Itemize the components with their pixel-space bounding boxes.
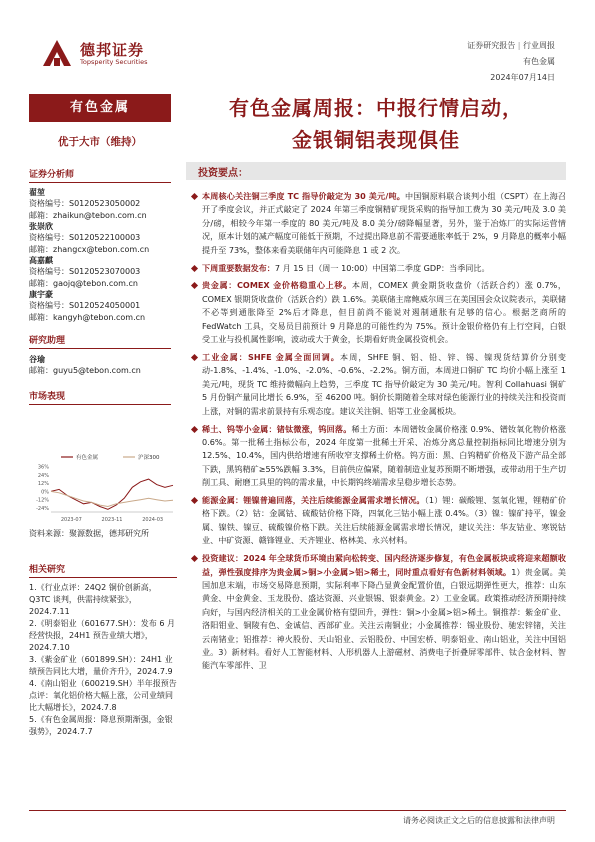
analyst bbox=[29, 289, 171, 323]
analyst bbox=[29, 255, 171, 289]
key-point-head: 本周核心关注铜三季度 TC 指导价敲定为 30 美元/吨。 bbox=[202, 191, 405, 201]
report-title-line: 有色金属周报：中报行情启动， bbox=[229, 96, 523, 120]
related-item[interactable]: 4.《南山铝业（600219.SH）半年报预告点评：氧化铝价格大幅上涨，公司业绩同比大幅增长》，2024.7.8 bbox=[29, 679, 177, 712]
bullet-icon bbox=[191, 282, 198, 289]
report-title-line: 金银铜铝表现俱佳 bbox=[292, 128, 460, 152]
key-point-body: 7 月 15 日（周一 10:00）中国第二季度 GDP：当季同比。 bbox=[274, 262, 490, 273]
market-performance-chart bbox=[29, 452, 177, 524]
brand-logo bbox=[40, 34, 210, 74]
bullet-icon bbox=[191, 555, 198, 562]
analyst-email[interactable]: 邮箱：kangyh@tebon.com.cn bbox=[29, 312, 146, 322]
legend-label: 有色金属 bbox=[76, 455, 99, 461]
market-title: 市场表现 bbox=[29, 389, 171, 405]
y-tick-label: 36% bbox=[37, 464, 49, 471]
bullet-icon bbox=[191, 497, 198, 504]
bullet-icon bbox=[191, 425, 198, 432]
key-point-body: 1）贵金属。美国加息末端，市场交易降息预期，实际利率下降凸显黄金配置价值，白银远期弹性更大，推荐：山东黄金、中金黄金、玉龙股份、盛达资源、兴业银锡、银泰黄金。2）工业金属。政策推动经济预期持续向好，与国内经济相关的工业金属价格有望回升，弹性：铜>小金属>铝>稀土。铜推荐：紫金矿业、洛阳钼业、铜陵有色、金诚信、西部矿业。关注云南铜业；小金属推荐：锡业股份、驰宏锌锗，关注云南锗业；铝推荐：神火股份、天山铝业、云铝股份、中国宏桥、明泰铝业、南山铝业，关注中国铝业。3）新材料。看好人工智能材料、人形机器人上游磁材、消费电子折叠屏零部件、钛合金材料、智能汽车零部件、卫 bbox=[202, 566, 566, 671]
x-tick-label: 2023-11 bbox=[101, 517, 123, 523]
key-point bbox=[186, 190, 566, 257]
analyst-email[interactable]: 邮箱：gaojq@tebon.com.cn bbox=[29, 278, 138, 288]
related-item[interactable]: 3.《紫金矿业（601899.SH）：24H1 业绩预告同比大增，量价齐升》，2024.7.9 bbox=[29, 655, 173, 676]
separator: | bbox=[517, 41, 521, 50]
chart-source: 资料来源：聚源数据，德邦研究所 bbox=[29, 529, 149, 538]
assistant-name: 谷瑜 bbox=[29, 355, 45, 364]
y-tick-label: -24% bbox=[36, 505, 49, 512]
key-point-head: 稀土、钨等小金属：锗钛微涨，钨回落。 bbox=[202, 423, 352, 434]
y-tick-label: 12% bbox=[37, 481, 49, 488]
analyst bbox=[29, 221, 171, 255]
brand-name: 德邦证券 bbox=[80, 41, 145, 59]
analyst-cert: 资格编号：S0120524050001 bbox=[29, 301, 141, 310]
report-date: 2024年07月14日 bbox=[490, 73, 555, 82]
footer-disclaimer: 请务必阅读正文之后的信息披露和法律声明 bbox=[403, 816, 555, 825]
related-research bbox=[29, 562, 177, 738]
related-item[interactable]: 1.《行业点评：24Q2 铜价创新高，Q3TC 谈判，供需持续紧张》，2024.7.11 bbox=[29, 583, 157, 616]
key-point-body: 本周，COMEX 黄金期货收盘价（活跃合约）涨 0.7%，COMEX 银期货收盘价（活跃合约）跌 1.6%。美联储主席鲍威尔周三在美国国会众议院表示，美联储不必等到通胀降至 2%后才降息，但目前尚不能说对遏制通胀有足够的信心。根据芝商所的 FedWatch 工具，交易员目前预计 9 月降息的可能性约为 75%。预计金银价格仍有上行空间，白银受工业与投机属性影响，波动或大于黄金，长期看好贵金属投资机会。 bbox=[202, 280, 566, 345]
analyst bbox=[29, 187, 171, 221]
assistant bbox=[29, 354, 171, 377]
report-title bbox=[186, 92, 566, 156]
key-point bbox=[186, 494, 566, 548]
analyst-cert: 资格编号：S0120523050002 bbox=[29, 199, 141, 208]
key-point-head: 下周重要数据发布： bbox=[202, 262, 275, 273]
key-point-body: 稀土方面：本周镨钕金属价格涨 0.9%、镨钕氧化物价格涨 0.6%。第一批稀土指标公布，2024 年度第一批稀土开采、冶炼分离总量控制指标同比增速分别为 12.5%、10.4%，国内供给增速有所收窄支撑稀土价格。钨方面：黑、白钨精矿价格及下游产品全部下跌，黑钨精矿≥55%跌幅 3.3%，目前供应偏紧，随着制造业复苏预期不断增强，或带动用于生产切削工具、耐磨工具里的钨的需求量，中长期钨终端需求呈稳步增长态势。 bbox=[202, 423, 566, 488]
related-item[interactable]: 2.《明泰铝业（601677.SH）：发布 6 月经营快报，24H1 预告业绩大增》，2024.7.10 bbox=[29, 619, 175, 652]
key-point-head: 工业金属：SHFE 金属全面回调。 bbox=[202, 351, 340, 362]
key-points-label: 投资要点： bbox=[198, 168, 248, 179]
key-point bbox=[186, 262, 566, 275]
analyst-name: 翟堃 bbox=[29, 188, 45, 197]
footer-divider bbox=[29, 810, 566, 811]
analyst-email[interactable]: 邮箱：zhangcx@tebon.com.cn bbox=[29, 244, 150, 254]
analyst-email[interactable]: 邮箱：zhaikun@tebon.com.cn bbox=[29, 210, 147, 220]
legend-label: 沪深300 bbox=[138, 455, 160, 461]
key-point bbox=[186, 351, 566, 418]
analysts-list bbox=[29, 187, 171, 323]
key-point-head: 贵金属：COMEX 金价格稳重心上移。 bbox=[202, 280, 352, 291]
rating: 优于大市（维持） bbox=[58, 136, 142, 148]
assistant-email[interactable]: 邮箱：guyu5@tebon.com.cn bbox=[29, 366, 141, 375]
analyst-cert: 资格编号：S0120523070003 bbox=[29, 267, 141, 276]
bullet-icon bbox=[191, 193, 198, 200]
related-item[interactable]: 5.《有色金属周报：降息预期渐强，金银强势》，2024.7.7 bbox=[29, 715, 173, 736]
report-meta bbox=[467, 38, 555, 86]
related-title: 相关研究 bbox=[29, 562, 177, 578]
bullet-icon bbox=[191, 354, 198, 361]
report-sector: 有色金属 bbox=[523, 57, 555, 66]
sidebar bbox=[29, 94, 171, 405]
key-point bbox=[186, 552, 566, 673]
sector-badge: 有色金属 bbox=[29, 94, 171, 122]
assistant-title: 研究助理 bbox=[29, 333, 171, 349]
key-points-bar bbox=[186, 162, 566, 180]
analyst-name: 康宇豪 bbox=[29, 290, 53, 299]
brand-name-en: Topsperity Securities bbox=[80, 58, 148, 66]
y-tick-label: 24% bbox=[37, 472, 49, 479]
analyst-cert: 资格编号：S0120522100003 bbox=[29, 233, 141, 242]
x-tick-label: 2024-03 bbox=[142, 517, 164, 523]
series-line bbox=[51, 491, 173, 506]
y-tick-label: 0% bbox=[41, 489, 49, 496]
y-tick-label: -12% bbox=[36, 497, 49, 504]
brand-mark-icon bbox=[40, 36, 74, 70]
report-category: 行业周报 bbox=[523, 41, 555, 50]
key-point-body: （1）锂：碳酸锂、氢氧化锂，锂精矿价格下跌。（2）钴：金属钴、硫酸钴价格下降，四氧化三钴小幅上涨 0.4%。（3）镍：镍矿持平，镍金属、镍铁、镍豆、硫酸镍价格下跌。关注后续能源金属需求增长情况，建议关注：华友钴业、寒锐钴业、中矿资源、赣锋锂业、天齐锂业、格林美、永兴材料。 bbox=[202, 495, 566, 546]
report-type: 证券研究报告 bbox=[467, 41, 516, 50]
key-point-body: 本周，SHFE 铜、铝、铅、锌、锡、镍现货结算价分别变动-1.8%、-1.4%、-1.0%、-2.0%、-0.6%、-2.2%。铜方面，本周进口铜矿 TC 均价小幅上涨至 1 美元/吨，现货 TC 维持微幅向上趋势，三季度 TC 指导价敲定为 30 美元/吨。智利 Collahuasi 铜矿 5 月份铜产量同比增长 6.9%，至 46200 吨。铜价长期随着全球对绿色能源行业的持续关注和投资而上涨，对铜的需求前景持有乐观态度。建议关注铜、铝等工业金属板块。 bbox=[202, 351, 566, 416]
analyst-name: 高嘉麒 bbox=[29, 256, 53, 265]
report-body bbox=[186, 190, 566, 677]
key-point-head: 投资建议：2024 年全球货币环境由紧向松转变、国内经济逐步修复，有色金属板块或将迎来超额收益，弹性强度排序为贵金属>铜>小金属>铝>稀土，同时重点看好有色新材料领域。 bbox=[202, 553, 566, 577]
key-point bbox=[186, 423, 566, 490]
analyst-name: 张崇欣 bbox=[29, 222, 53, 231]
bullet-icon bbox=[191, 264, 198, 271]
key-point-head: 能源金属：锂镍普遍回落，关注后续能源金属需求增长情况。 bbox=[202, 495, 425, 506]
x-tick-label: 2023-07 bbox=[60, 517, 82, 523]
key-point bbox=[186, 279, 566, 346]
analysts-title: 证券分析师 bbox=[29, 167, 171, 183]
key-point-body: 中国铜原料联合谈判小组（CSPT）在上海召开了季度会议，并正式敲定了 2024 年第三季度铜精矿现货采购的指导加工费为 30 美元/吨及 3.0 美分/磅，相较今年第一季度的 80 美元/吨及 8.0 美分/磅降幅显著，另外，鉴于冶炼厂的实际运营情况，原本计划的减产幅度可能低于预期，不过提出降息前不需要通胀率低于 2%，9 月降息的概率小幅提升至 73%，整体来看美联储年内可能降息 1 或 2 次。 bbox=[202, 191, 566, 255]
